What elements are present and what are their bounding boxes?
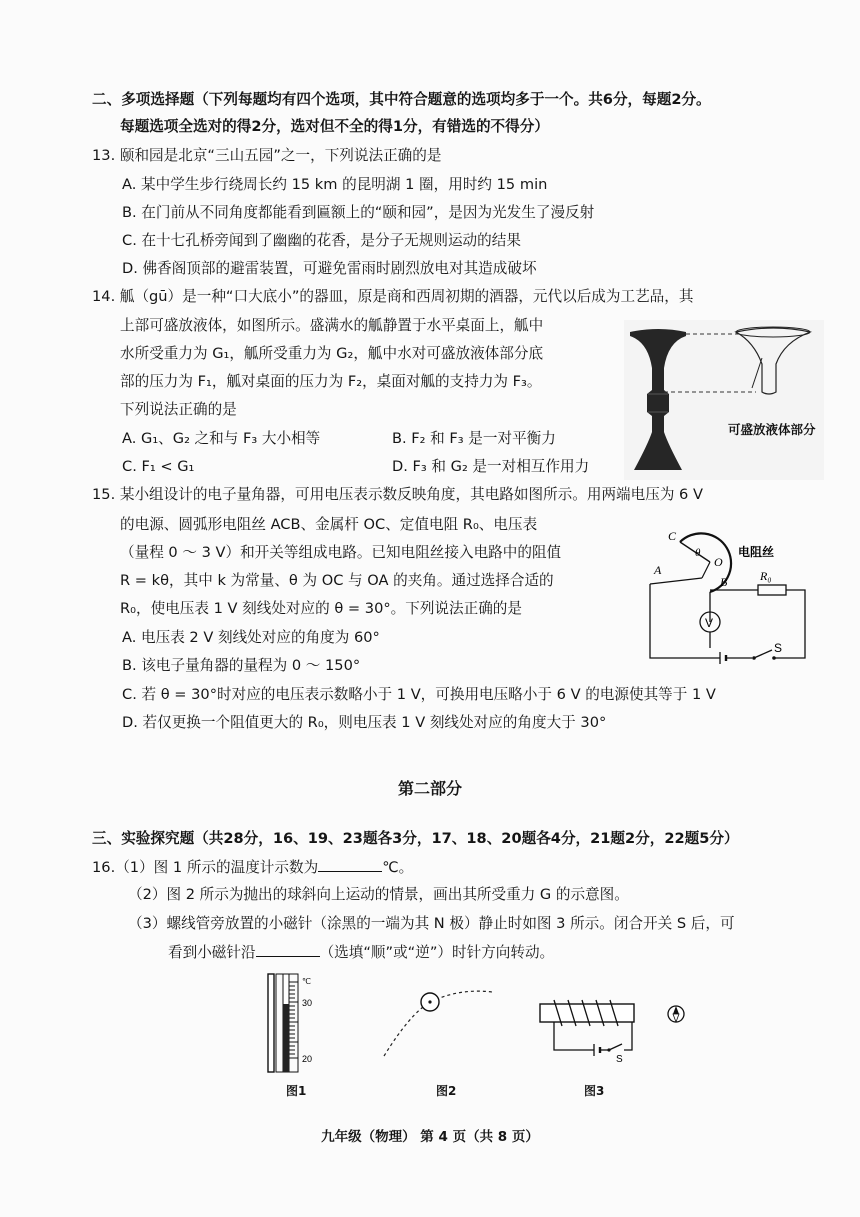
gu-vessel-figure bbox=[624, 320, 824, 480]
label-R0: R₀ bbox=[760, 569, 772, 583]
q15-option-b: B. 该电子量角器的量程为 0 ～ 150° bbox=[122, 657, 361, 674]
q14-line5: 下列说法正确的是 bbox=[120, 401, 237, 418]
section3-heading: 三、实验探究题（共28分，16、19、23题各3分，17、18、20题各4分，21题2分，22题5分） bbox=[92, 830, 739, 847]
q16-part2: （2）图 2 所示为抛出的球斜向上运动的情景，画出其所受重力 G 的示意图。 bbox=[128, 886, 629, 903]
q14-option-a: A. G₁、G₂ 之和与 F₃ 大小相等 bbox=[122, 430, 321, 447]
q16-part3-line1: （3）螺线管旁放置的小磁针（涂黑的一端为其 N 极）静止时如图 3 所示。闭合开关 S 后，可 bbox=[128, 915, 735, 932]
label-S: S bbox=[774, 641, 783, 655]
q13-stem: 13. 颐和园是北京“三山五园”之一，下列说法正确的是 bbox=[92, 147, 442, 164]
thermometer-tick-20: 20 bbox=[302, 1054, 313, 1064]
ball-trajectory-figure bbox=[380, 984, 500, 1064]
protractor-circuit-figure bbox=[640, 524, 820, 670]
q16-blank-temperature[interactable] bbox=[318, 857, 382, 872]
label-theta: θ bbox=[695, 547, 701, 559]
q16-blank-direction[interactable] bbox=[256, 942, 320, 957]
q13-option-a: A. 某中学生步行绕周长约 15 km 的昆明湖 1 圈，用时约 15 min bbox=[122, 176, 548, 193]
q14-line1: 14. 觚（gū）是一种“口大底小”的器皿，原是商和西周初期的酒器，元代以后成为工艺品，其 bbox=[92, 288, 694, 305]
voltmeter-label: V bbox=[705, 616, 714, 630]
thermometer-figure bbox=[262, 972, 332, 1074]
q16-part3-text: 看到小磁针沿 bbox=[168, 944, 256, 961]
section2-heading-line1: 二、多项选择题（下列每题均有四个选项，其中符合题意的选项均多于一个。共6分，每题2分。 bbox=[92, 91, 711, 108]
q16-part3-hint: （选填“顺”或“逆”）时针方向转动。 bbox=[319, 944, 555, 961]
q15-option-a: A. 电压表 2 V 刻线处对应的角度为 60° bbox=[122, 629, 380, 646]
q16-part1-unit: ℃。 bbox=[382, 859, 414, 876]
label-B: B bbox=[720, 575, 728, 589]
q16-part3-line2 bbox=[168, 942, 554, 963]
q16-part1 bbox=[92, 857, 413, 878]
q14-line3: 水所受重力为 G₁，觚所受重力为 G₂，觚中水对可盛放液体部分底 bbox=[120, 345, 544, 362]
label-C: C bbox=[668, 529, 677, 543]
q15-line2: 的电源、圆弧形电阻丝 ACB、金属杆 OC、定值电阻 R₀、电压表 bbox=[120, 516, 538, 533]
q15-line3: （量程 0 ～ 3 V）和开关等组成电路。已知电阻丝接入电路中的阻值 bbox=[120, 544, 562, 561]
q15-line4: R = kθ，其中 k 为常量、θ 为 OC 与 OA 的夹角。通过选择合适的 bbox=[120, 572, 554, 589]
q15-line5: R₀，使电压表 1 V 刻线处对应的 θ = 30°。下列说法正确的是 bbox=[120, 600, 522, 617]
solenoid-figure bbox=[536, 996, 696, 1064]
thermometer-tick-30: 30 bbox=[302, 998, 313, 1008]
q13-option-d: D. 佛香阁顶部的避雷装置，可避免雷雨时剧烈放电对其造成破坏 bbox=[122, 260, 537, 277]
q14-option-b: B. F₂ 和 F₃ 是一对平衡力 bbox=[392, 430, 556, 447]
section2-heading-line2: 每题选项全选对的得2分，选对但不全的得1分，有错选的不得分） bbox=[120, 118, 549, 135]
q14-line2: 上部可盛放液体，如图所示。盛满水的觚静置于水平桌面上，觚中 bbox=[120, 317, 544, 334]
q15-option-c: C. 若 θ = 30°时对应的电压表示数略小于 1 V，可换用电压略小于 6 V 的电源使其等于 1 V bbox=[122, 686, 716, 703]
q15-line1: 15. 某小组设计的电子量角器，可用电压表示数反映角度，其电路如图所示。用两端电压为 6 V bbox=[92, 486, 703, 503]
part2-title: 第二部分 bbox=[397, 779, 462, 798]
q15-option-d: D. 若仅更换一个阻值更大的 R₀，则电压表 1 V 刻线处对应的角度大于 30° bbox=[122, 714, 607, 731]
label-resistance-wire: 电阻丝 bbox=[738, 545, 775, 559]
label-A: A bbox=[654, 563, 662, 577]
gu-part-label: 可盛放液体部分 bbox=[728, 423, 816, 437]
fig2-caption: 图2 bbox=[436, 1084, 457, 1098]
q14-line4: 部的压力为 F₁，觚对桌面的压力为 F₂，桌面对觚的支持力为 F₃。 bbox=[120, 373, 542, 390]
page-footer: 九年级（物理） 第 4 页（共 8 页） bbox=[321, 1129, 539, 1145]
q13-option-c: C. 在十七孔桥旁闻到了幽幽的花香，是分子无规则运动的结果 bbox=[122, 232, 521, 249]
solenoid-switch-label: S bbox=[616, 1054, 623, 1064]
label-O: O bbox=[714, 555, 723, 569]
q16-part1-text: 16.（1）图 1 所示的温度计示数为 bbox=[92, 859, 319, 876]
thermometer-unit: ℃ bbox=[302, 977, 311, 986]
q14-option-d: D. F₃ 和 G₂ 是一对相互作用力 bbox=[392, 458, 590, 475]
q14-option-c: C. F₁ < G₁ bbox=[122, 458, 195, 475]
fig3-caption: 图3 bbox=[584, 1084, 605, 1098]
fig1-caption: 图1 bbox=[286, 1084, 307, 1098]
q13-option-b: B. 在门前从不同角度都能看到匾额上的“颐和园”，是因为光发生了漫反射 bbox=[122, 204, 595, 221]
